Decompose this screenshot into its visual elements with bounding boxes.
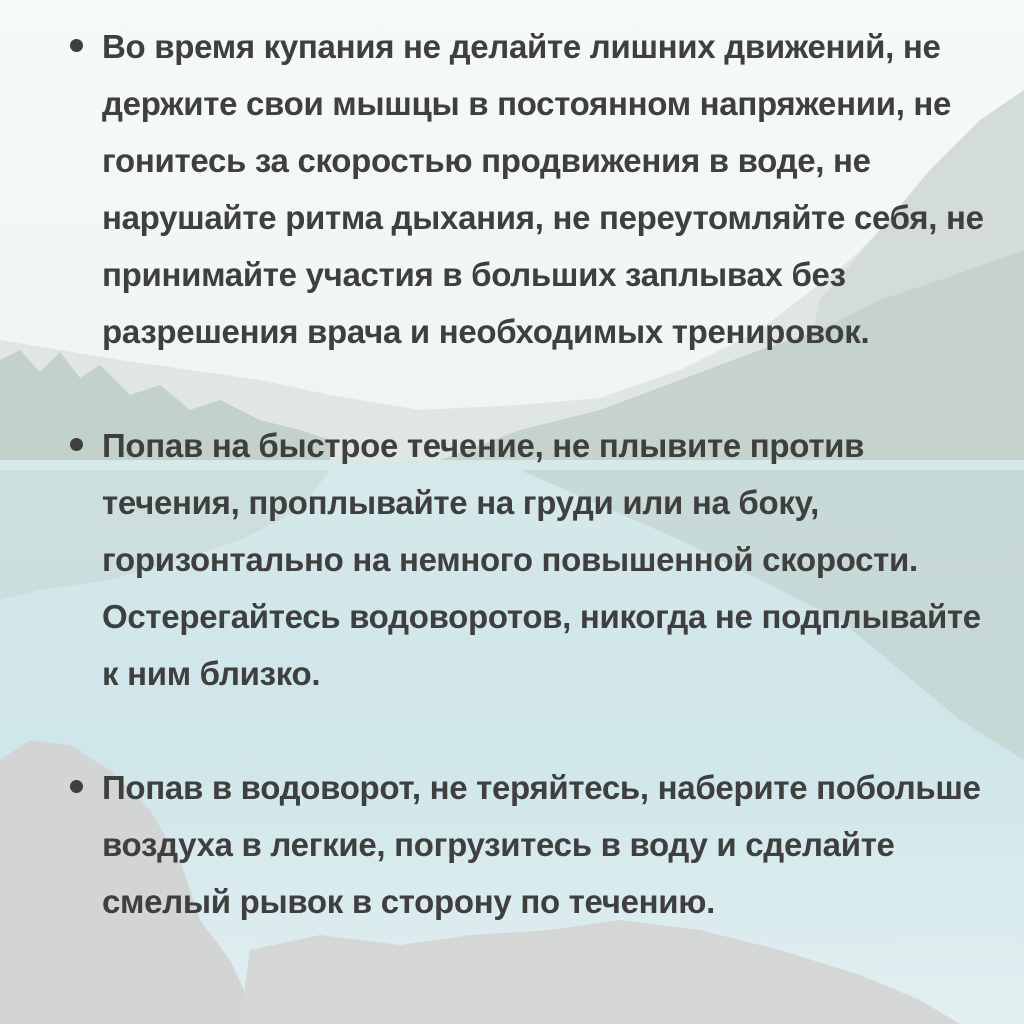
bullet-icon bbox=[70, 438, 83, 451]
tip-text: Попав в водоворот, не теряйтесь, наберите побольше воздуха в легкие, погрузитесь в воду и сделайте смелый рывок в сторону по течению. bbox=[102, 769, 981, 920]
tip-item bbox=[62, 417, 1002, 702]
tips-list bbox=[62, 18, 1002, 930]
bullet-icon bbox=[70, 39, 83, 52]
tip-text: Попав на быстрое течение, не плывите против течения, проплывайте на груди или на боку, горизонтально на немного повышенной скорости. Остерегайтесь водоворотов, никогда не подплывайте к ним близко. bbox=[102, 427, 981, 692]
tip-text: Во время купания не делайте лишних движений, не держите свои мышцы в постоянном напряжении, не гонитесь за скоростью продвижения в воде, не нарушайте ритма дыхания, не переутомляйте себя, не принимайте участия в больших заплывах без разрешения врача и необходимых тренировок. bbox=[102, 28, 984, 350]
tip-item bbox=[62, 759, 1002, 930]
tip-item bbox=[62, 18, 1002, 360]
bullet-icon bbox=[70, 780, 83, 793]
tips-content bbox=[62, 18, 1002, 930]
